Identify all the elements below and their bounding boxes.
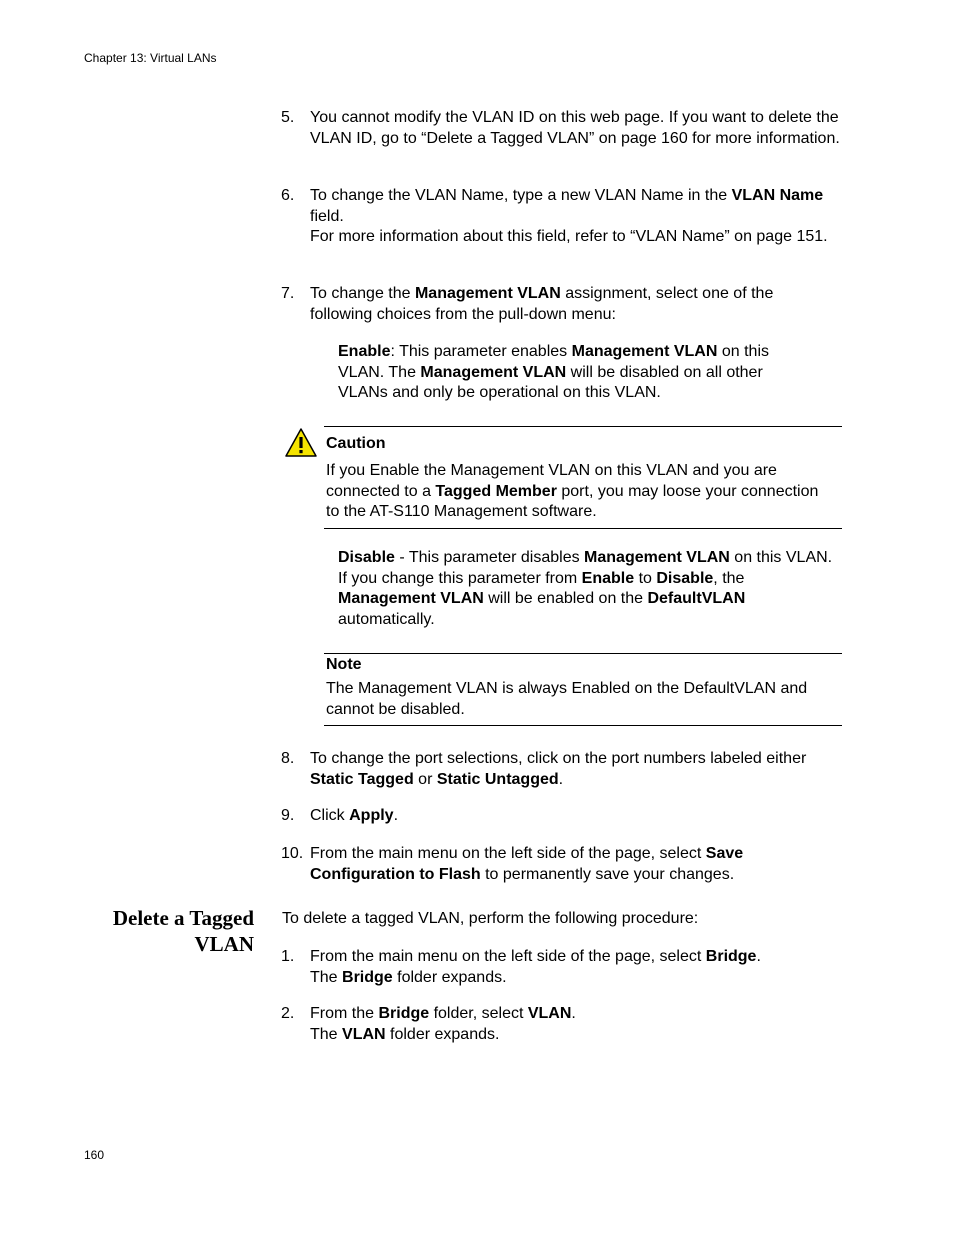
warning-triangle-icon [284,427,318,458]
step-number: 7. [281,285,295,302]
step-text: You cannot modify the VLAN ID on this web page. If you want to delete the VLAN ID, go to “Delete a Tagged VLAN” on page 160 for more information. [310,109,840,147]
caution-top-rule [324,426,842,427]
caution-text: If you Enable the Management VLAN on this VLAN and you are connected to a Tagged Member port, you may loose your connection to the AT-S110 Management software. [326,462,819,520]
step-text: Click Apply. [310,807,399,824]
step-number: 6. [281,187,295,204]
section-heading: Delete a Tagged VLAN [112,906,254,956]
note-bottom-rule [324,725,842,726]
enable-option-description: Enable: This parameter enables Management VLAN on this VLAN. The Management VLAN will be disabled on all other VLANs and only be operational on this VLAN. [338,343,769,401]
note-top-rule [324,653,842,654]
step-text: To change the VLAN Name, type a new VLAN Name in the VLAN Name field. For more information about this field, refer to “VLAN Name” on page 151. [310,187,828,245]
step-number: 10. [281,845,304,862]
step-text: From the main menu on the left side of the page, select Bridge. The Bridge folder expands. [310,948,761,986]
step-number: 9. [281,807,295,824]
caution-title: Caution [326,435,386,452]
step-text: To change the port selections, click on the port numbers labeled either Static Tagged or Static Untagged. [310,750,807,788]
step-number: 1. [281,948,295,965]
page-number: 160 [84,1148,105,1162]
step-text: To change the Management VLAN assignment, select one of the following choices from the pull-down menu: [310,285,774,323]
step-number: 2. [281,1005,295,1022]
step-number: 8. [281,750,295,767]
caution-bottom-rule [324,528,842,529]
step-text: From the Bridge folder, select VLAN. The VLAN folder expands. [310,1005,576,1043]
running-header: Chapter 13: Virtual LANs [84,51,217,65]
step-text: From the main menu on the left side of the page, select Save Configuration to Flash to permanently save your changes. [310,845,744,883]
note-title: Note [326,656,362,673]
note-text: The Management VLAN is always Enabled on the DefaultVLAN and cannot be disabled. [326,680,808,718]
disable-option-description: Disable - This parameter disables Management VLAN on this VLAN. If you change this parameter from Enable to Disable, the Management VLAN will be enabled on the DefaultVLAN automatically. [338,549,833,628]
step-number: 5. [281,109,295,126]
section-intro: To delete a tagged VLAN, perform the following procedure: [282,910,699,927]
